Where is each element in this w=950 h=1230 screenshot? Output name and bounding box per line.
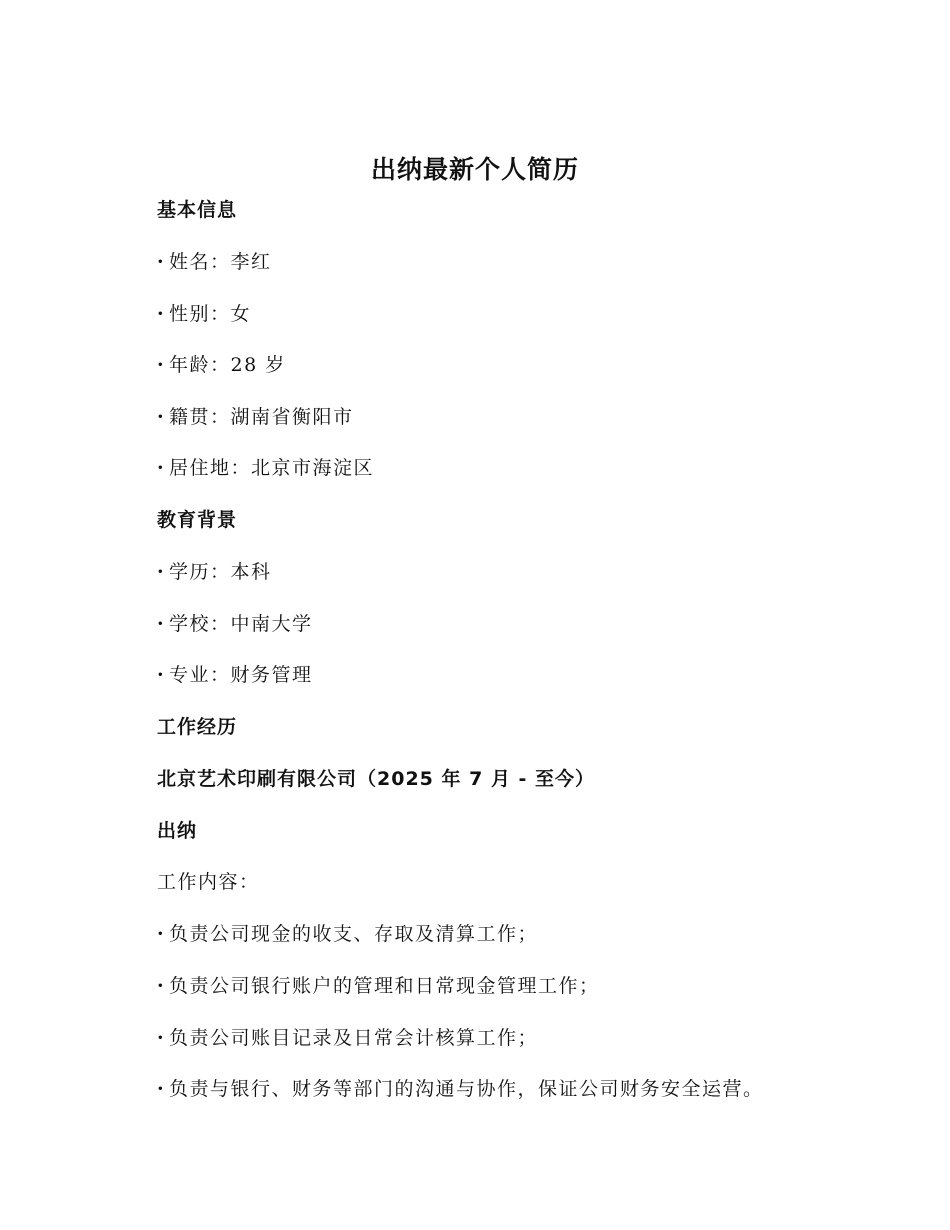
list-item-text: 负责公司现金的收支、存取及清算工作；	[169, 923, 539, 945]
bullet-icon: ·	[157, 303, 166, 325]
section-heading-work: 工作经历	[157, 716, 238, 738]
bullet-icon: ·	[157, 664, 166, 686]
bullet-icon: ·	[157, 923, 166, 945]
list-item-text: 负责公司银行账户的管理和日常现金管理工作；	[169, 975, 600, 997]
list-item	[157, 661, 313, 689]
section-heading-education: 教育背景	[157, 509, 238, 531]
bullet-icon: ·	[157, 975, 166, 997]
list-item-text: 姓名：李红	[169, 251, 272, 273]
list-item	[157, 920, 538, 948]
bullet-icon: ·	[157, 354, 166, 376]
bullet-icon: ·	[157, 1078, 166, 1100]
bullet-icon: ·	[157, 561, 166, 583]
document-title: 出纳最新个人简历	[370, 155, 579, 184]
bullet-icon: ·	[157, 1027, 166, 1049]
list-item	[157, 972, 600, 1000]
list-item-text: 学历：本科	[169, 561, 272, 583]
position-title: 出纳	[157, 820, 198, 842]
bullet-icon: ·	[157, 251, 166, 273]
bullet-icon: ·	[157, 406, 166, 428]
company-line: 北京艺术印刷有限公司（2025 年 7 月 - 至今）	[157, 768, 596, 790]
list-item	[157, 610, 313, 638]
list-item-text: 籍贯：湖南省衡阳市	[169, 406, 354, 428]
list-item	[157, 558, 272, 586]
list-item	[157, 1075, 764, 1103]
list-item-text: 性别：女	[169, 303, 252, 325]
list-item	[157, 454, 374, 482]
list-item	[157, 403, 354, 431]
bullet-icon: ·	[157, 613, 166, 635]
list-item-text: 负责公司账目记录及日常会计核算工作；	[169, 1027, 539, 1049]
list-item	[157, 1024, 538, 1052]
list-item-text: 负责与银行、财务等部门的沟通与协作，保证公司财务安全运营。	[169, 1078, 764, 1100]
list-item-text: 居住地：北京市海淀区	[169, 457, 375, 479]
list-item	[157, 351, 286, 379]
bullet-icon: ·	[157, 457, 166, 479]
list-item-text: 学校：中南大学	[169, 613, 313, 635]
list-item-text: 年龄：28 岁	[169, 354, 286, 376]
list-item-text: 专业：财务管理	[169, 664, 313, 686]
section-heading-basic-info: 基本信息	[157, 199, 238, 221]
work-content-label: 工作内容：	[157, 871, 260, 893]
list-item	[157, 248, 272, 276]
list-item	[157, 300, 251, 328]
